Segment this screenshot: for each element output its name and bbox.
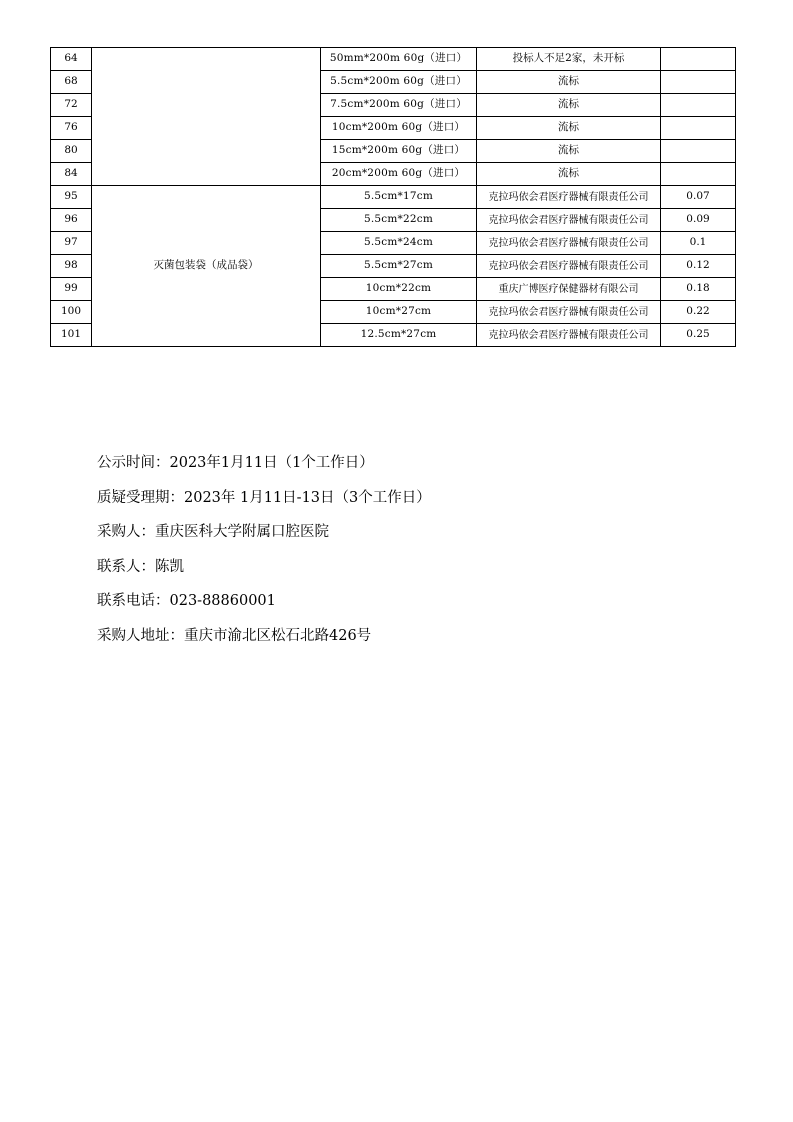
publicity-time: 公示时间：2023年1月11日（1个工作日） (97, 455, 374, 471)
item-spec: 10cm*200m 60g（进口） (321, 117, 477, 140)
item-spec: 5.5cm*22cm (321, 209, 477, 232)
winning-supplier: 重庆广博医疗保健器材有限公司 (477, 278, 661, 301)
notice-block (97, 446, 431, 653)
bid-result: 流标 (477, 117, 661, 140)
contact-phone: 联系电话：023-88860001 (97, 593, 276, 609)
unit-price: 0.07 (661, 186, 736, 209)
item-number: 68 (51, 71, 92, 94)
item-number: 98 (51, 255, 92, 278)
objection-period: 质疑受理期：2023年 1月11日-13日（3个工作日） (97, 489, 431, 506)
item-number: 96 (51, 209, 92, 232)
winning-supplier: 克拉玛依会君医疗器械有限责任公司 (477, 186, 661, 209)
winning-supplier: 克拉玛依会君医疗器械有限责任公司 (477, 255, 661, 278)
table-row (51, 48, 736, 71)
unit-price (661, 48, 736, 71)
unit-price (661, 94, 736, 117)
item-spec: 5.5cm*24cm (321, 232, 477, 255)
unit-price (661, 117, 736, 140)
bid-result: 流标 (477, 71, 661, 94)
bid-results-body (51, 48, 736, 347)
unit-price (661, 163, 736, 186)
purchaser-address: 采购人地址：重庆市渝北区松石北路426号 (97, 627, 372, 644)
unit-price: 0.12 (661, 255, 736, 278)
product-name (92, 48, 321, 186)
bid-results-table (50, 47, 736, 347)
item-number: 100 (51, 301, 92, 324)
unit-price (661, 71, 736, 94)
item-spec: 50mm*200m 60g（进口） (321, 48, 477, 71)
item-spec: 5.5cm*27cm (321, 255, 477, 278)
bid-result: 投标人不足2家，未开标 (477, 48, 661, 71)
item-spec: 20cm*200m 60g（进口） (321, 163, 477, 186)
item-number: 101 (51, 324, 92, 347)
contact-person: 联系人：陈凯 (97, 558, 184, 575)
unit-price: 0.22 (661, 301, 736, 324)
item-spec: 7.5cm*200m 60g（进口） (321, 94, 477, 117)
item-number: 95 (51, 186, 92, 209)
item-number: 99 (51, 278, 92, 301)
item-spec: 10cm*22cm (321, 278, 477, 301)
item-number: 80 (51, 140, 92, 163)
item-spec: 5.5cm*17cm (321, 186, 477, 209)
item-spec: 5.5cm*200m 60g（进口） (321, 71, 477, 94)
winning-supplier: 克拉玛依会君医疗器械有限责任公司 (477, 232, 661, 255)
bid-result: 流标 (477, 163, 661, 186)
item-number: 76 (51, 117, 92, 140)
table-row (51, 186, 736, 209)
item-number: 72 (51, 94, 92, 117)
bid-result: 流标 (477, 94, 661, 117)
item-spec: 10cm*27cm (321, 301, 477, 324)
bid-result: 流标 (477, 140, 661, 163)
unit-price: 0.1 (661, 232, 736, 255)
unit-price: 0.09 (661, 209, 736, 232)
item-spec: 15cm*200m 60g（进口） (321, 140, 477, 163)
item-spec: 12.5cm*27cm (321, 324, 477, 347)
item-number: 97 (51, 232, 92, 255)
item-number: 84 (51, 163, 92, 186)
unit-price (661, 140, 736, 163)
winning-supplier: 克拉玛依会君医疗器械有限责任公司 (477, 209, 661, 232)
winning-supplier: 克拉玛依会君医疗器械有限责任公司 (477, 301, 661, 324)
unit-price: 0.18 (661, 278, 736, 301)
purchaser: 采购人：重庆医科大学附属口腔医院 (97, 524, 329, 540)
product-name: 灭菌包装袋（成品袋） (92, 186, 321, 347)
item-number: 64 (51, 48, 92, 71)
unit-price: 0.25 (661, 324, 736, 347)
winning-supplier: 克拉玛依会君医疗器械有限责任公司 (477, 324, 661, 347)
